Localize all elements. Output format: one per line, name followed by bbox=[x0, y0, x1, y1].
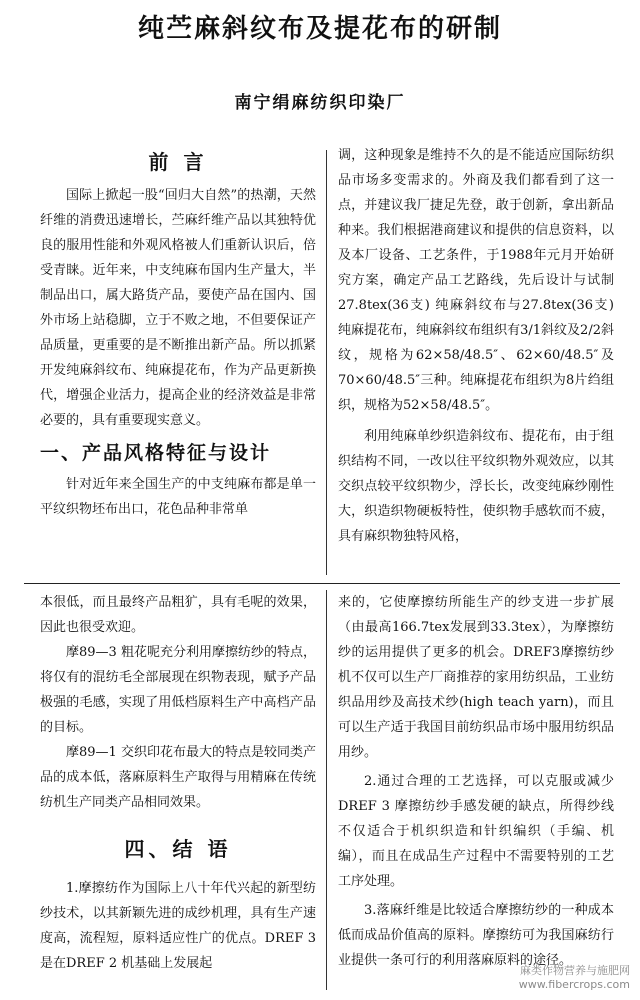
paragraph: 摩89—1 交织印花布最大的特点是较同类产品的成本低，落麻原料生产取得与用精麻在传统纺机生产同类产品相同效果。 bbox=[40, 745, 316, 810]
watermark-site-name: 麻类作物营养与施肥网 bbox=[520, 964, 630, 977]
conclusion-item-3: 3.落麻纤维是比较适合摩擦纺纱的一种成本低而成品价值高的原料。摩擦纺可为我国麻纺行业提供一条可行的利用落麻原料的途径。 bbox=[338, 903, 614, 968]
paragraph-continued: 调，这种现象是维持不久的是不能适应国际纺织品市场多变需求的。外商及我们都看到了这一点，并建议我厂捷足先登，敢于创新，拿出新品种来。我们根据港商建议和提供的信息资料，以及本厂设备、工艺条件，于1988年元月开始研究方案，确定产品工艺路线，先后设计与试制27.8tex(36支) 纯麻斜纹布与27.8tex(36支) 纯麻提花布，纯麻斜纹布组织有3/1斜纹及2/2斜纹，规格为62×58/48.5″、62×60/48.5″及70×60/48.5″三种。纯麻提花布组织为8片绉组织，规格为52×58/48.5″。 bbox=[338, 148, 614, 413]
column-top-left bbox=[40, 150, 316, 522]
article-title: 纯苎麻斜纹布及提花布的研制 bbox=[137, 14, 502, 44]
author-affiliation: 南宁绢麻纺织印染厂 bbox=[234, 93, 406, 113]
preface-heading: 前 言 bbox=[148, 150, 208, 174]
design-heading: 一、产品风格特征与设计 bbox=[40, 442, 272, 464]
paragraph-continued: 来的，它使摩擦纺所能生产的纱支进一步扩展（由最高166.7tex发展到33.3tex），为摩擦纺纱的运用提供了更多的机会。DREF3摩擦纺纱机不仅可以生产厂商推荐的家用纺织品，工业纺织品用纱及高技术纱(high teach yarn)，而且可以生产适于我国目前纺织品市场中服用纺织品用纱。 bbox=[338, 595, 614, 760]
watermark-url: www.fibercrops.com bbox=[518, 978, 630, 991]
paragraph: 摩89—3 粗花呢充分利用摩擦纺纱的特点，将仅有的混纺毛全部展现在织物表现，赋予产品极强的毛感，实现了用低档原料生产中高档产品的目标。 bbox=[40, 645, 316, 735]
conclusion-item-1: 1.摩擦纺作为国际上八十年代兴起的新型纺纱技术，以其新颖先进的成纱机理，具有生产速度高，流程短，原料适应性广的优点。DREF 3 是在DREF 2 机基础上发展起 bbox=[40, 881, 316, 971]
paragraph: 利用纯麻单纱织造斜纹布、提花布，由于组织结构不同，一改以往平纹织物外观效应，以其交织点较平纹织物少，浮长长，改变纯麻纱刚性大，织造织物硬板特性，使织物手感软而不疲，具有麻织物独特风格， bbox=[338, 429, 614, 544]
section-separator-rule bbox=[24, 583, 620, 584]
design-paragraph: 针对近年来全国生产的中支纯麻布都是单一平纹织物坯布出口，花色品种非常单 bbox=[40, 477, 316, 517]
paragraph-continued: 本很低，而且最终产品粗犷，具有毛呢的效果，因此也很受欢迎。 bbox=[40, 595, 316, 635]
preface-paragraph: 国际上掀起一股“回归大自然”的热潮，天然纤维的消费迅速增长，苎麻纤维产品以其独特优良的服用性能和外观风格被人们重新认识后，倍受青睐。近年来，中支纯麻布国内生产量大，半制品出口，属大路货产品，要使产品在国内、国外市场上站稳脚，立于不败之地，不但要保证产品质量，更重要的是不断推出新产品。所以抓紧开发纯麻斜纹布、纯麻提花布，作为产品更新换代，增强企业活力，提高企业的经济效益是非常必要的，具有重要现实意义。 bbox=[40, 188, 316, 428]
site-watermark bbox=[519, 964, 630, 992]
conclusion-item-2: 2.通过合理的工艺选择，可以克服或减少DREF 3 摩擦纺纱手感发硬的缺点，所得纱线不仅适合于机织织造和针织编织（手编、机编），而且在成品生产过程中不需要特别的工艺工序处理。 bbox=[338, 774, 614, 889]
column-bottom-left bbox=[40, 590, 316, 976]
column-divider-top bbox=[326, 150, 327, 575]
column-divider-bottom bbox=[326, 590, 327, 990]
conclusion-heading: 四、结 语 bbox=[124, 837, 232, 861]
column-top-right bbox=[338, 143, 614, 549]
column-bottom-right bbox=[338, 590, 614, 973]
